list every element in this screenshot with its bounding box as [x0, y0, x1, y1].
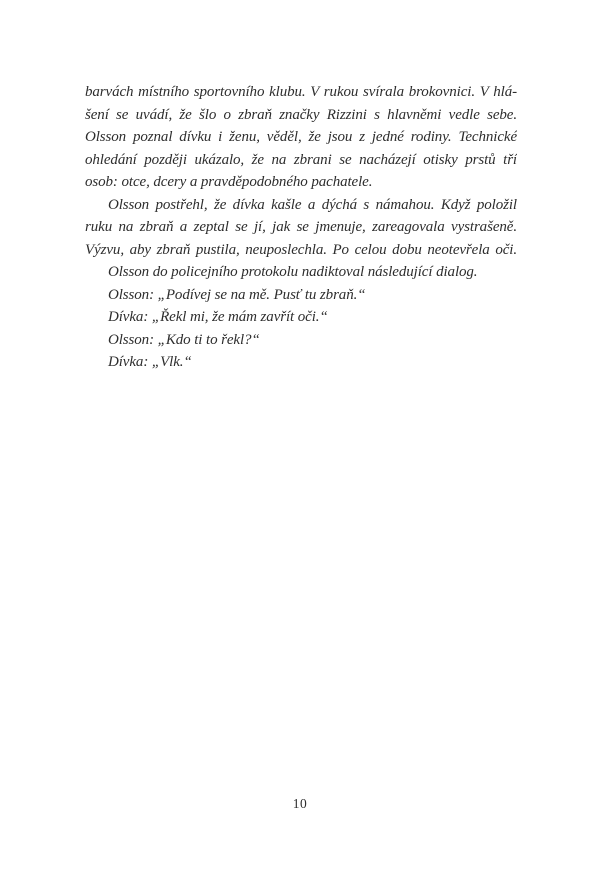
- paragraph: [85, 261, 517, 284]
- dialog-line: Olsson: „Kdo ti to řekl?“: [108, 331, 260, 348]
- text-line: osob: otce, dcery a pravděpodobného pachatele.: [85, 174, 373, 190]
- dialog-line: Olsson: „Podívej se na mě. Pusť tu zbraň.“: [108, 286, 366, 303]
- dialog-line: Dívka: „Řekl mi, že mám zavřít oči.“: [108, 309, 328, 325]
- text-line: šení se uvádí, že šlo o zbraň značky Rizzini s hlavněmi vedle sebe.: [85, 106, 517, 123]
- text-line: Olsson do policejního protokolu nadiktoval následující dialog.: [108, 264, 478, 280]
- text-line: barvách místního sportovního klubu. V rukou svírala brokovnici. V hlá-: [85, 84, 517, 100]
- paragraph-continued: [85, 81, 517, 194]
- page-text: [85, 81, 517, 374]
- text-line: ruku na zbraň a zeptal se jí, jak se jmenuje, zareagovala vystrašeně.: [85, 219, 517, 235]
- paragraph: [85, 194, 517, 262]
- dialog-line: Dívka: „Vlk.“: [108, 354, 192, 370]
- text-line: Výzvu, aby zbraň pustila, neuposlechla. Po celou dobu neotevřela oči.: [85, 241, 517, 258]
- page-number: 10: [292, 796, 308, 811]
- dialog: [85, 284, 517, 374]
- text-line: ohledání později ukázalo, že na zbrani se nacházejí otisky prstů tří: [85, 151, 517, 168]
- text-line: Olsson postřehl, že dívka kašle a dýchá s námahou. Když položil: [108, 196, 517, 213]
- text-line: Olsson poznal dívku i ženu, věděl, že jsou z jedné rodiny. Technické: [85, 129, 517, 145]
